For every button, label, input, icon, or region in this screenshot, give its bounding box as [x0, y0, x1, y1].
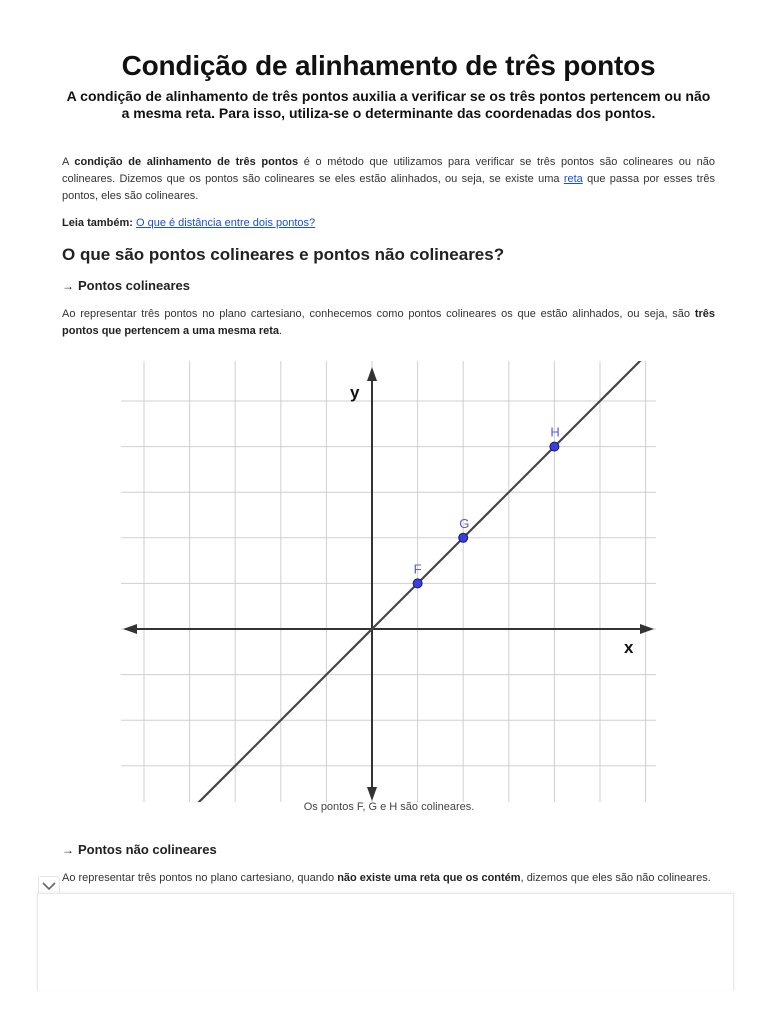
cartesian-plane-chart [121, 361, 656, 802]
point-label-h: H [550, 424, 560, 440]
intro-bold: condição de alinhamento de três pontos [74, 156, 299, 168]
nao-colineares-text: Ao representar três pontos no plano cartesiano, quando [62, 872, 338, 884]
point-h [550, 442, 559, 451]
intro-paragraph [62, 154, 715, 205]
colineares-paragraph [62, 306, 715, 340]
intro-text: A [62, 156, 75, 168]
collinear-line [128, 361, 656, 802]
read-also-link[interactable]: O que é distância entre dois pontos? [135, 217, 316, 229]
x-axis-arrow [640, 624, 654, 634]
colineares-bold: três pontos que pertencem a uma mesma reta [62, 308, 715, 337]
subheading-nao-colineares [62, 842, 217, 857]
arrow-right-icon: → [62, 843, 74, 857]
section-heading: O que são pontos colineares e pontos não colineares? [62, 245, 505, 264]
page-title: Condição de alinhamento de três pontos [121, 50, 656, 81]
y-axis-arrow-down [367, 787, 377, 801]
read-also-label: Leia também: [62, 217, 133, 229]
bottom-overlay-panel [37, 893, 734, 991]
colineares-text: Ao representar três pontos no plano cartesiano, conhecemos como pontos colineares os que estão alinhados, ou seja, são [62, 308, 695, 320]
reta-link[interactable]: reta [563, 173, 583, 185]
subheading-colineares [62, 278, 190, 293]
y-axis-label: y [350, 383, 360, 402]
nao-colineares-paragraph [62, 870, 715, 887]
intro-text: é o método que utilizamos para verificar se três pontos são colineares ou não colineares. Dizemos que os pontos são colineares se eles estão alinhados, ou seja, se existe uma [62, 156, 715, 185]
point-label-g: G [459, 515, 470, 531]
point-g [459, 533, 468, 542]
intro-text: que passa por esses três pontos, eles são colineares. [62, 173, 715, 202]
subheading-label: Pontos não colineares [78, 842, 217, 857]
nao-colineares-text: , dizemos que eles são não colineares. [520, 872, 711, 884]
x-axis-label: x [624, 638, 634, 657]
arrow-right-icon: → [62, 279, 74, 293]
subheading-label: Pontos colineares [78, 278, 190, 293]
colineares-text: . [279, 325, 283, 337]
read-also [62, 215, 315, 232]
page-subtitle: A condição de alinhamento de três pontos auxilia a verificar se os três pontos pertencem ou não a mesma reta. Para isso, utiliza-se o determinante das coordenadas dos pontos. [66, 88, 711, 121]
point-f [413, 579, 422, 588]
point-label-f: F [413, 561, 422, 577]
y-axis-arrow [367, 367, 377, 381]
x-axis-arrow-left [123, 624, 137, 634]
nao-colineares-bold: não existe uma reta que os contém [337, 872, 521, 884]
figure-caption: Os pontos F, G e H são colineares. [303, 801, 475, 813]
